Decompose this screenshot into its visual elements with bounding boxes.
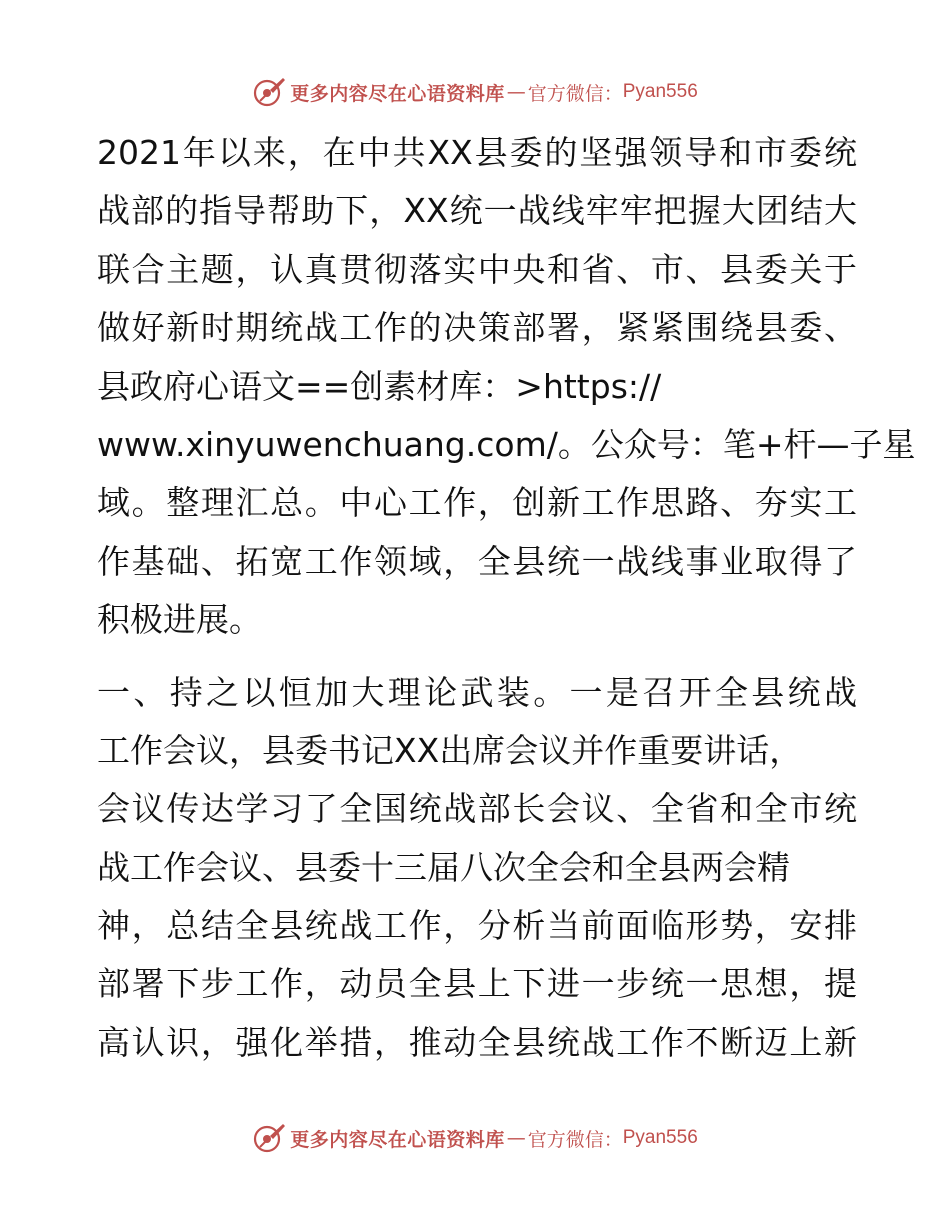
text-line: 神，总结全县统战工作，分析当前面临形势，安排 xyxy=(97,906,857,946)
text-line: 联合主题，认真贯彻落实中央和省、市、县委关于 xyxy=(97,249,857,289)
text-line: 战部的指导帮助下，XX统一战线牢牢把握大团结大 xyxy=(97,191,857,231)
header-wechat-id: Pyan556 xyxy=(622,81,698,102)
footer-watermark xyxy=(0,1118,950,1158)
text-line: 一、持之以恒加大理论武装。一是召开全县统战 xyxy=(97,672,857,712)
footer-wechat-id: Pyan556 xyxy=(622,1127,698,1148)
text-line: 部署下步工作，动员全县上下进一步统一思想，提 xyxy=(97,964,857,1004)
footer-wechat-label: 官方微信： xyxy=(527,1128,623,1151)
document-body xyxy=(97,124,916,1072)
text-line: 县政府心语文==创素材库：>https:// xyxy=(97,366,662,406)
header-brand-text: 更多内容尽在心语资料库 xyxy=(290,82,505,105)
paragraph-2 xyxy=(97,664,857,1073)
pen-logo-icon xyxy=(252,75,286,109)
text-line: 域。整理汇总。中心工作，创新工作思路、夯实工 xyxy=(97,483,857,523)
text-line: 2021年以来，在中共XX县委的坚强领导和市委统 xyxy=(97,133,857,172)
footer-separator: — xyxy=(506,1127,526,1149)
text-line: 积极进展。 xyxy=(97,600,262,640)
text-line: 做好新时期统战工作的决策部署，紧紧围绕县委、 xyxy=(97,308,857,348)
text-line: 工作会议，县委书记XX出席会议并作重要讲话， xyxy=(97,730,803,770)
pen-logo-icon xyxy=(252,1121,286,1155)
footer-brand-text: 更多内容尽在心语资料库 xyxy=(290,1128,505,1151)
text-line: 会议传达学习了全国统战部长会议、全省和全市统 xyxy=(97,789,857,829)
text-line: 战工作会议、县委十三届八次全会和全县两会精 xyxy=(97,847,790,887)
paragraph-1 xyxy=(97,124,916,650)
header-wechat-label: 官方微信： xyxy=(527,82,623,105)
header-watermark xyxy=(0,72,950,112)
text-line: 高认识，强化举措，推动全县统战工作不断迈上新 xyxy=(97,1022,857,1062)
text-line: www.xinyuwenchuang.com/。公众号：笔+杆—子星 xyxy=(97,424,916,464)
text-line: 作基础、拓宽工作领域，全县统一战线事业取得了 xyxy=(97,541,857,581)
header-separator: — xyxy=(506,81,526,103)
paragraph-gap xyxy=(97,650,857,664)
